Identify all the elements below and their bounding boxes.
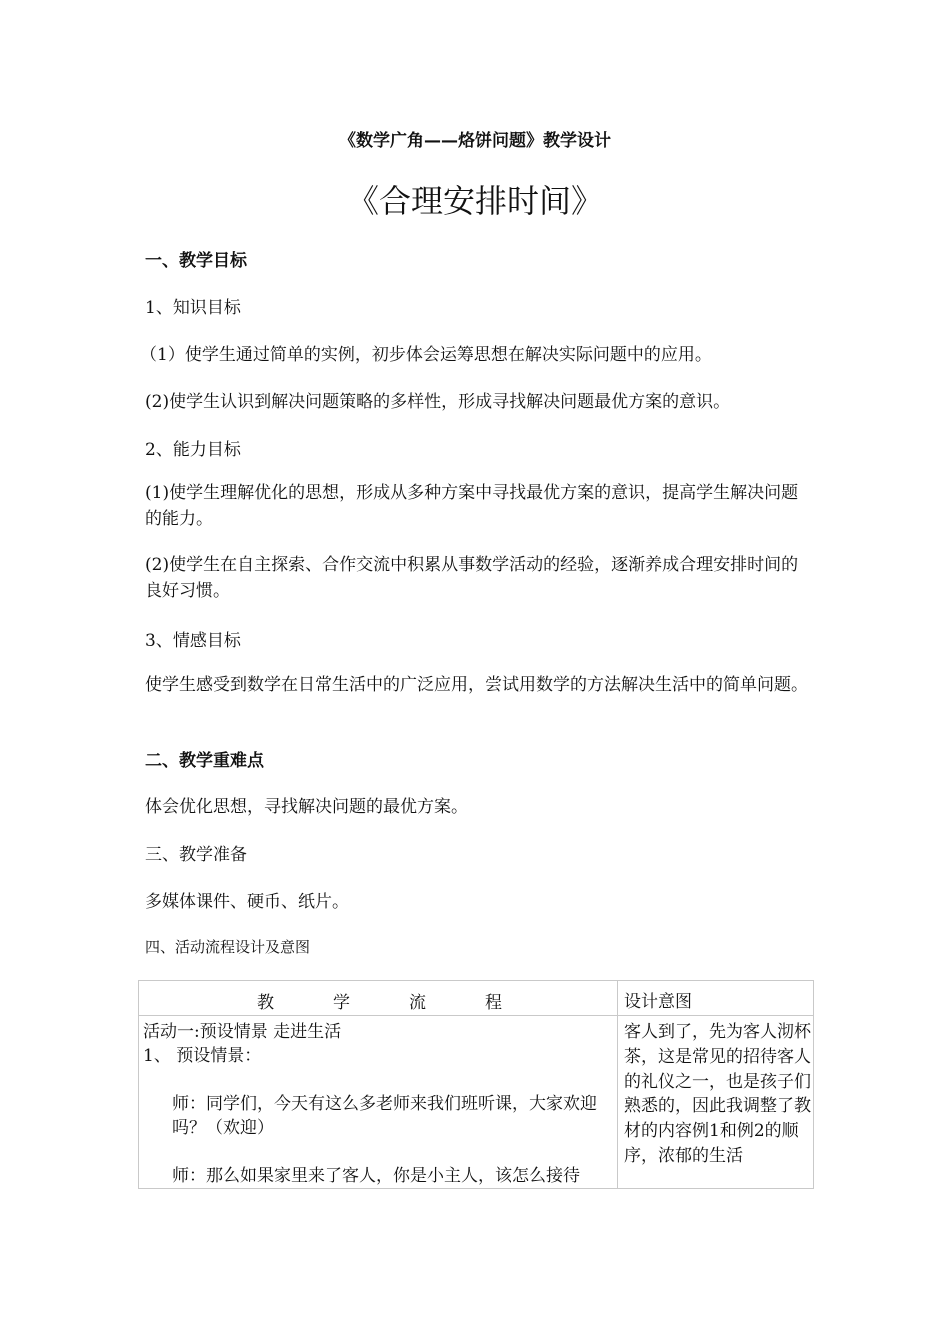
header-char: 教 (257, 993, 274, 1013)
activity-step: 1、 预设情景： (143, 1046, 262, 1066)
table-header-row (139, 981, 814, 1016)
teacher-line-1: 师：同学们，今天有这么多老师来我们班听课，大家欢迎吗？（欢迎） (172, 1094, 597, 1138)
document-subtitle: 《数学广角——烙饼问题》教学设计 (339, 131, 611, 151)
activity-title: 活动一:预设情景 走进生活 (143, 1022, 342, 1042)
section-heading-keypoints: 二、教学重难点 (145, 751, 264, 771)
activity-flow-table (138, 980, 814, 1189)
teacher-line-2: 师：那么如果家里来了客人，你是小主人，该怎么接待 (172, 1166, 580, 1186)
section-heading-preparation: 三、教学准备 (145, 845, 247, 865)
header-char: 程 (485, 993, 502, 1013)
document-title: 《合理安排时间》 (346, 182, 603, 220)
table-cell-process (139, 1016, 618, 1189)
table-row (139, 1016, 814, 1189)
paragraph-ability-2: (2)使学生在自主探索、合作交流中积累从事数学活动的经验，逐渐养成合理安排时间的良好习惯。 (145, 555, 799, 601)
paragraph-ability-1: (1)使学生理解优化的思想，形成从多种方案中寻找最优方案的意识，提高学生解决问题的能力。 (145, 483, 799, 529)
header-char: 流 (409, 993, 426, 1013)
subheading-emotion: 3、情感目标 (145, 631, 241, 651)
paragraph-emotion-1: 使学生感受到数学在日常生活中的广泛应用，尝试用数学的方法解决生活中的简单问题。 (145, 675, 808, 695)
paragraph-preparation: 多媒体课件、硬币、纸片。 (145, 892, 349, 912)
table-header-intent: 设计意图 (618, 981, 814, 1016)
section-heading-activity-flow: 四、活动流程设计及意图 (145, 938, 311, 956)
paragraph-knowledge-1: （1）使学生通过简单的实例，初步体会运筹思想在解决实际问题中的应用。 (140, 345, 712, 365)
subheading-ability: 2、能力目标 (145, 440, 241, 460)
header-char: 学 (333, 993, 350, 1013)
subheading-knowledge: 1、知识目标 (145, 298, 241, 318)
paragraph-keypoints: 体会优化思想，寻找解决问题的最优方案。 (145, 797, 468, 817)
section-heading-objectives: 一、教学目标 (145, 251, 247, 271)
table-cell-intent: 客人到了，先为客人沏杯茶，这是常见的招待客人的礼仪之一，也是孩子们熟悉的，因此我调整了教材的内容例1和例2的顺序，浓郁的生活 (618, 1016, 814, 1189)
paragraph-knowledge-2: (2)使学生认识到解决问题策略的多样性，形成寻找解决问题最优方案的意识。 (145, 392, 731, 412)
table-header-process (139, 981, 618, 1016)
